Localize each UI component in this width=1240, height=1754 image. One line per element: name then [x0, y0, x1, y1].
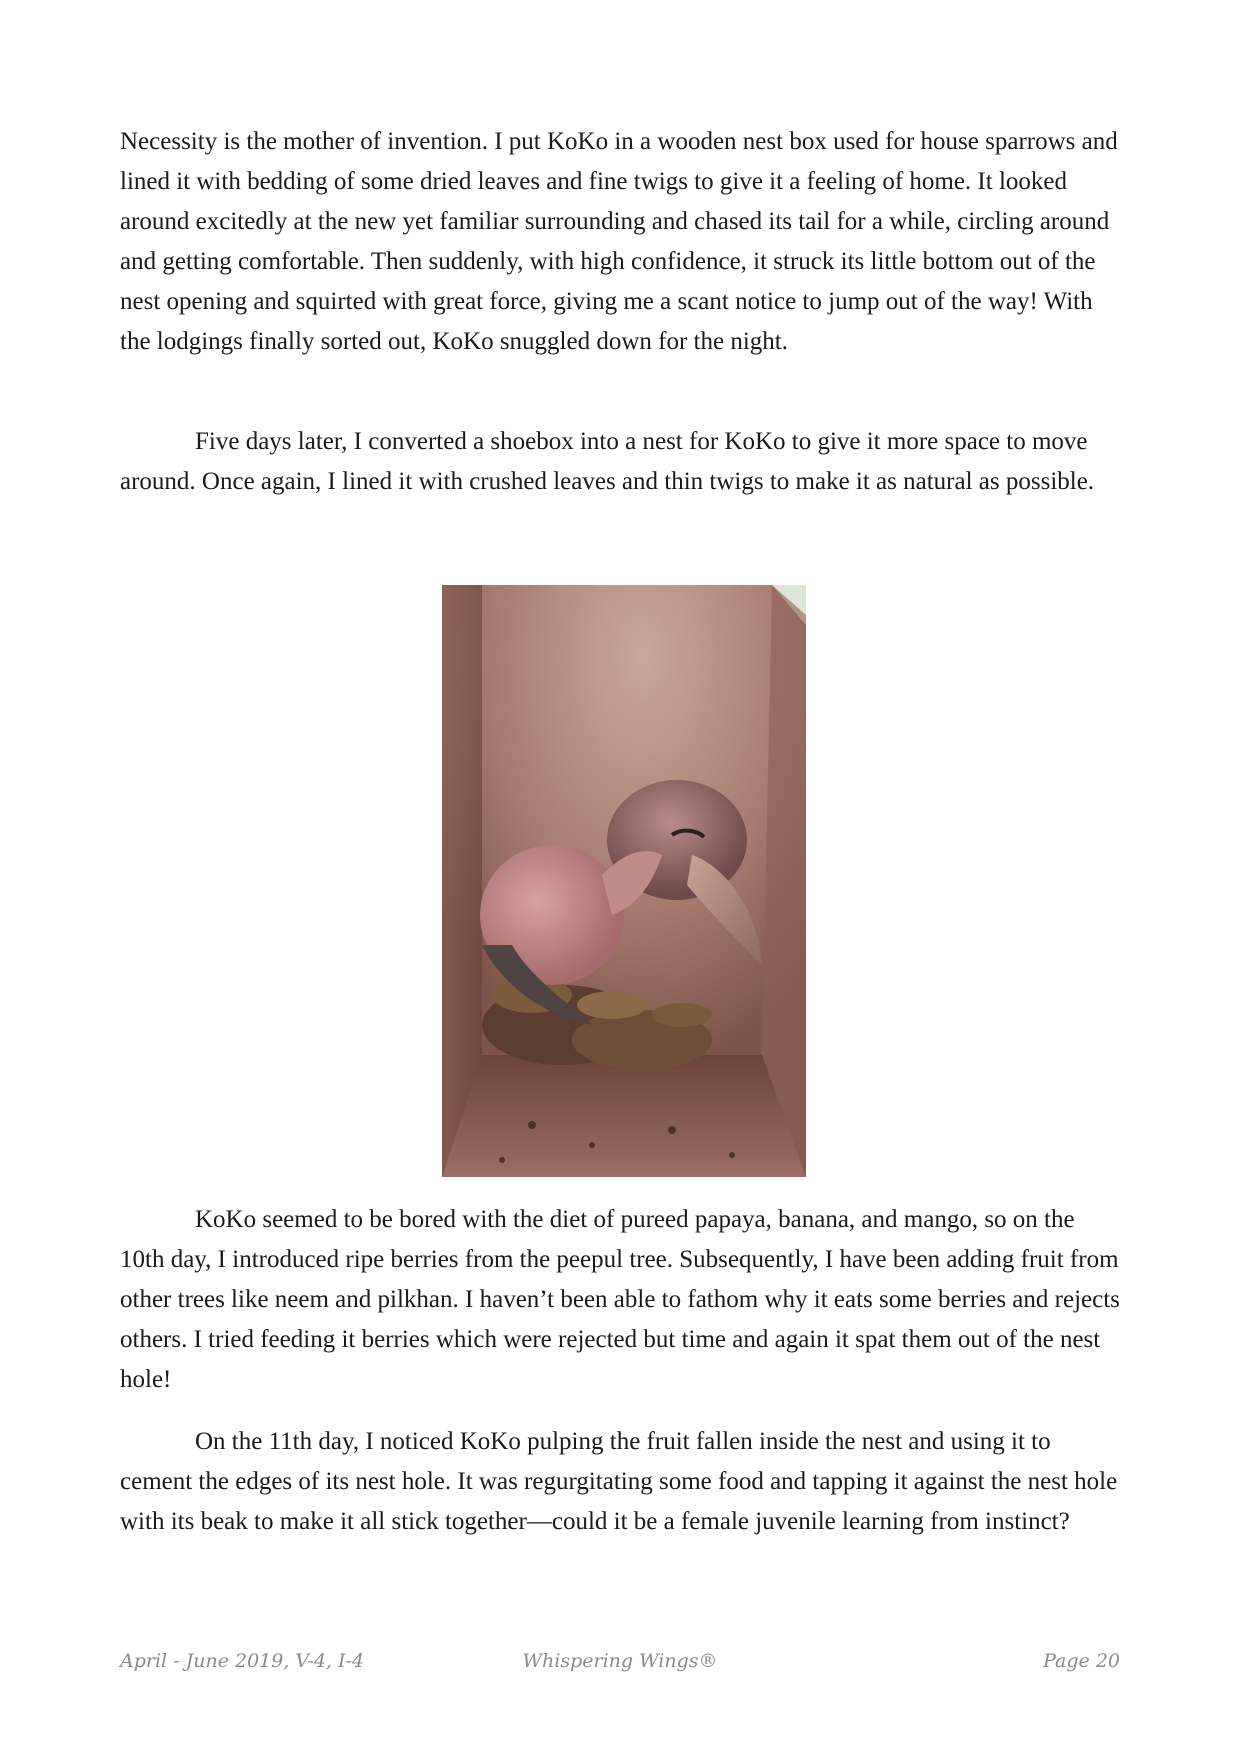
paragraph-text: Necessity is the mother of invention. I put KoKo in a wooden nest box used for house sparrows and lined it with bedding of some dried leaves and fine twigs to give it a feeling of home. It looked around excitedly at the new yet familiar surrounding and chased its tail for a while, circling around and getting comfortable. Then suddenly, with high confidence, it struck its little bottom out of the nest opening and squirted with great force, giving me a scant notice to jump out of the way! With the lodgings finally sorted out, KoKo snuggled down for the night. — [120, 128, 1118, 355]
paragraph-4 — [120, 1422, 1120, 1542]
page-footer — [120, 1650, 1120, 1680]
paragraph-text: On the 11th day, I noticed KoKo pulping the fruit fallen inside the nest and using it to cement the edges of its nest hole. It was regurgitating some food and tapping it against the nest hole with its beak to make it all stick together—could it be a female juvenile learning from instinct? — [120, 1428, 1118, 1535]
paragraph-1 — [120, 122, 1120, 362]
paragraph-text: KoKo seemed to be bored with the diet of pureed papaya, banana, and mango, so on the 10th day, I introduced ripe berries from the peepul tree. Subsequently, I have been adding fruit from other trees like neem and pilkhan. I haven’t been able to fathom why it eats some berries and rejects others. I tried feeding it berries which were rejected but time and again it spat them out of the nest hole! — [120, 1206, 1120, 1393]
paragraph-2 — [120, 422, 1120, 502]
chick-in-shoebox-image — [442, 585, 806, 1177]
paragraph-text: Five days later, I converted a shoebox into a nest for KoKo to give it more space to move around. Once again, I lined it with crushed leaves and thin twigs to make it as natural as possible. — [120, 428, 1095, 495]
paragraph-3 — [120, 1200, 1120, 1400]
footer-publication: Whispering Wings® — [522, 1650, 718, 1672]
nest-photo — [442, 585, 806, 1177]
footer-issue: April - June 2019, V-4, I-4 — [120, 1650, 365, 1672]
footer-page-number: Page 20 — [1043, 1650, 1120, 1672]
